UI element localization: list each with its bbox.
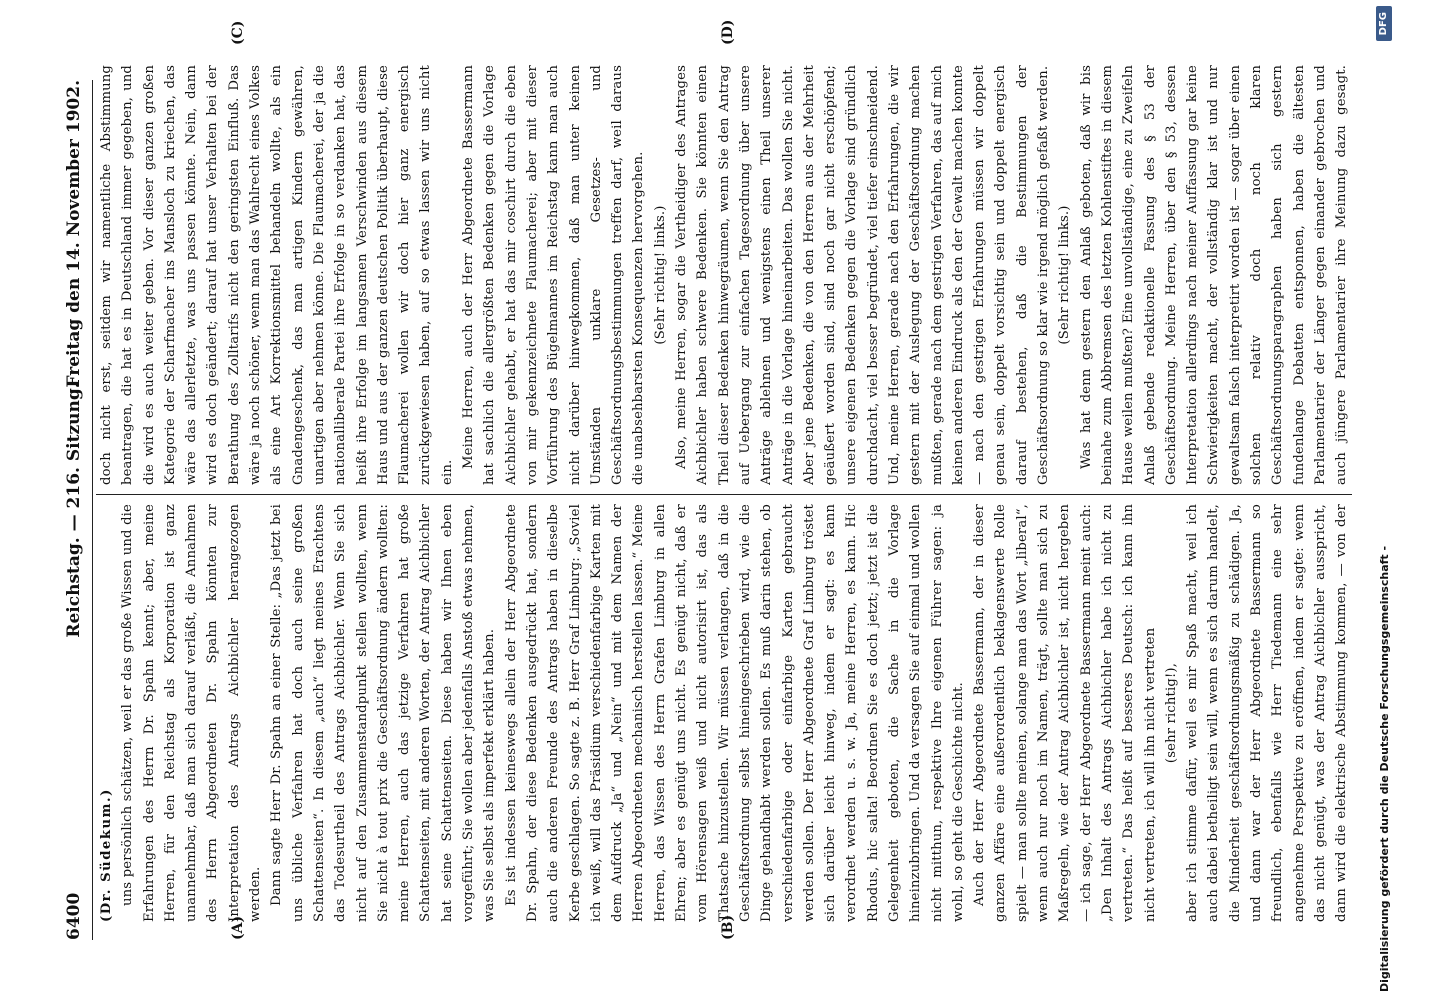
interjection: (Sehr richtig! links.): [1057, 205, 1073, 345]
dfg-logo-badge: DFG: [1376, 6, 1392, 41]
margin-letter-a: (A): [230, 915, 246, 940]
paragraph: Meine Herren, auch der Herr Abgeordnete Bassermann hat sachlich die allergrößten Bedenken gegen die Vorlage Aichbichler gehabt, er hat das mir coschirt durch die eben von mir gekennzeichnete Flaumacherei; aber mit dieser Vorführung des Bügelmannes im Reichstag kann man auch nicht darüber hinwegkommen, daß man unter keinen Umständen unklare Gesetzes- und Geschäftsordnungsbestimmungen treffen darf, weil daraus die unabsehbarsten Konsequenzen hervorgehen.: [461, 65, 647, 485]
paragraph: doch nicht erst, seitdem wir namentliche Abstimmung beantragen, die hat es in Deutschland immer gegeben, und die wird es auch weiter geben. Vor dieser ganzen großen Kategorie der Scharfmacher ins Mansloch zu kriechen, das wäre das allerletzte, was uns passen könnte. Nein, dann wird es doch geändert; darauf hat unser Verhalten bei der Berathung des Zolltarifs nicht den geringsten Einfluß. Das wäre ja noch schöner, wenn man das Wahlrecht eines Volkes als eine Art Korrektionsmittel behandeln wollte, als ein Gnadengeschenk, das man artigen Kindern gewähren, unartigen aber nehmen könne. Die Flaumacherei, der ja die nationalliberale Partei ihre Erfolge in so verdanken hat, das heißt ihre Erfolge im langsamen Verschwinden aus diesem Haus und aus der ganzen deutschen Politik überhaupt, diese Flaumacherei wollen wir doch hier ganz energisch zurückgewiesen haben, auf so etwas lassen wir uns nicht ein.: [99, 65, 455, 485]
digitization-footer: [1376, 0, 1396, 1000]
column-divider: [96, 494, 1352, 495]
header-title: Reichstag. — 216. Sitzung.: [64, 382, 84, 638]
paragraph: Es ist indessen keineswegs allein der Herr Abgeordnete Dr. Spahn, der diese Bedenken ausgedrückt hat, sondern auch die anderen Freunde des Antrags haben in dieselbe Kerbe geschlagen. So sagte z. B. Herr Graf Limburg: „Soviel ich weiß, will das Präsidium verschiedenfarbige Karten mit dem Aufdruck „Ja“ und „Nein“ und mit dem Namen der Herren Abgeordneten mechanisch herstellen lassen.“ Meine Herren, das Wissen des Herrn Grafen Limburg in allen Ehren; aber es genügt uns nicht. Es genügt nicht, daß er vom Hörensagen weiß und nicht autorisirt ist, das als Thatsache hinzustellen. Wir müssen verlangen, daß in die Geschäftsordnung selbst hineingeschrieben wird, wie die Dinge gehandhabt werden sollen. Es muß darin stehen, ob verschiedenfarbige oder einfarbige Karten gebraucht werden sollen. Der Herr Abgeordnete Graf Limburg tröstet sich darüber leicht hinweg, indem er sagt: es kann verordnet werden u. s. w. Ja, meine Herren, es kann. Hic Rhodus, hic salta! Beordnen Sie es doch jetzt; jetzt ist die Gelegenheit geboten, die Sache in die Vorlage hineinzubringen. Und da versagen Sie auf einmal und wollen nicht mitthun, respektive Ihre eigenen Führer sagen: ja wohl, so geht die Geschichte nicht.: [503, 504, 966, 922]
left-column: [96, 504, 1352, 922]
margin-letter-c: (C): [230, 20, 246, 45]
paragraph: Was hat denn gestern den Anlaß geboten, daß wir bis beinahe zum Abbremsen des letzten Kohlenstiftes in diesem Hause weilen mußten? Eine unvollständige, eine zu Zweifeln Anlaß gebende redaktionelle Fassung des § 53 der Geschäftsordnung. Meine Herren, über den § 53, dessen Interpretation allerdings nach meiner Auffassung gar keine Schwierigkeiten macht, der vollständig klar ist und nur gewaltsam falsch interpretirt worden ist — sogar über einen solchen relativ doch noch klaren Geschäftsordnungsparagraphen haben sich gestern fundenlange Debatten entsponnen, haben die ältesten Parlamentarier der Länger gegen einander gebrochen und auch jüngere Parlamentarier ihre Meinung dazu gesagt.: [1078, 65, 1350, 485]
page-number: 6400: [64, 892, 84, 940]
interjection: (sehr richtig!),: [1163, 662, 1179, 764]
interjection: (Sehr richtig! links.): [652, 205, 668, 345]
paragraph: uns persönlich schätzen, weil er das große Wissen und die Erfahrungen des Herrn Dr. Spahn kennt; aber, meine Herren, für den Reichstag als Korporation ist ganz unannehmbar, daß man sich darauf verläßt, die Annahmen des Herrn Abgeordneten Dr. Spahn könnten zur Interpretation des Antrags Aichbichler herangezogen werden.: [120, 504, 264, 922]
margin-letter-b: (B): [720, 914, 736, 940]
paragraph: Also, meine Herren, sogar die Vertheidiger des Antrages Aichbichler haben schwere Bedenken. Sie könnten einen Theil dieser Bedenken hinwegräumen, wenn Sie den Antrag auf Uebergang zur einfachen Tagesordnung über unsere Anträge ablehnen und wenigstens einen Theil unserer Anträge in die Vorlage hineinarbeiten. Das wollen Sie nicht. Aber jene Bedenken, die von den Herren aus der Mehrheit geäußert worden sind, sind noch gar nicht erschöpfend; unsere eigenen Bedenken gegen die Vorlage sind gründlich durchdacht, viel besser begründet, viel tiefer einschneidend. Und, meine Herren, gerade nach den Erfahrungen, die wir gestern mit der Auslegung der Geschäftsordnung machen mußten, gerade nach dem gestrigen Verfahren, das auf mich keinen anderen Eindruck als den der Gewalt machen konnte — nach den gestrigen Erfahrungen müssen wir doppelt genau sein, doppelt vorsichtig sein und doppelt energisch darauf bestehen, daß die Bestimmungen der Geschäftsordnung so klar wie irgend möglich gefaßt werden.: [674, 65, 1052, 485]
digitization-credit: Digitalisierung gefördert durch die Deutsche Forschungsgemeinschaft -: [1378, 545, 1391, 992]
paragraph: Auch der Herr Abgeordnete Bassermann, der in dieser ganzen Affäre eine außerordentlich beklagenswerte Rolle spielt — man sollte meinen, solange man das Wort „liberal“, wenn auch nur noch im Namen, trägt, sollte man sich zu Maßregeln, wie der Antrag Aichbichler ist, nicht hergeben — ich sage, der Herr Abgeordnete Bassermann meint auch: „Den Inhalt des Antrags Aichbichler habe ich nicht zu vertreten.“ Das heißt auf besseres Deutsch: ich kann ihn nicht vertreten, ich will ihn nicht vertreten: [972, 504, 1158, 922]
right-column: [96, 65, 1352, 485]
paragraph: Dann sagte Herr Dr. Spahn an einer Stelle: „Das jetzt bei uns übliche Verfahren hat doch auch seine großen Schattenseiten“. In diesem „auch“ liegt meines Erachtens das Todesurtheil des Antrags Aichbichler. Wenn Sie sich nicht auf den Zusammenstandpunkt stellen wollten, wenn Sie nicht à tout prix die Geschäftsordnung ändern wollten: meine Herren, auch das jetzige Verfahren hat große Schattenseiten, mit anderen Worten, der Antrag Aichbichler hat seine Schattenseiten. Diese haben wir Ihnen eben vorgeführt; Sie wollen aber jedenfalls Anstoß etwas nehmen, was Sie selbst als imperfekt erklärt haben.: [269, 504, 498, 922]
margin-letter-d: (D): [720, 19, 736, 45]
page-header: [58, 80, 92, 940]
header-rule: [92, 80, 93, 940]
header-date: Freitag den 14. November 1902.: [64, 80, 84, 388]
speaker-note: (Dr. Südekum.): [99, 788, 114, 922]
paragraph: aber ich stimme dafür, weil es mir Spaß macht, weil ich auch dabei betheiligt sein will, wenn es sich darum handelt, die Minderheit geschäftsordnungsmäßig zu schädigen. Ja, und dann war der Herr Abgeordnete Bassermann so freundlich, ebenfalls wie Herr Tiedemann eine sehr angenehme Perspektive zu eröffnen, indem er sagte: wenn das nicht genügt, was der Antrag Aichbichler ausspricht, dann wird die elektrische Abstimmung kommen, — von der: [1185, 504, 1350, 922]
